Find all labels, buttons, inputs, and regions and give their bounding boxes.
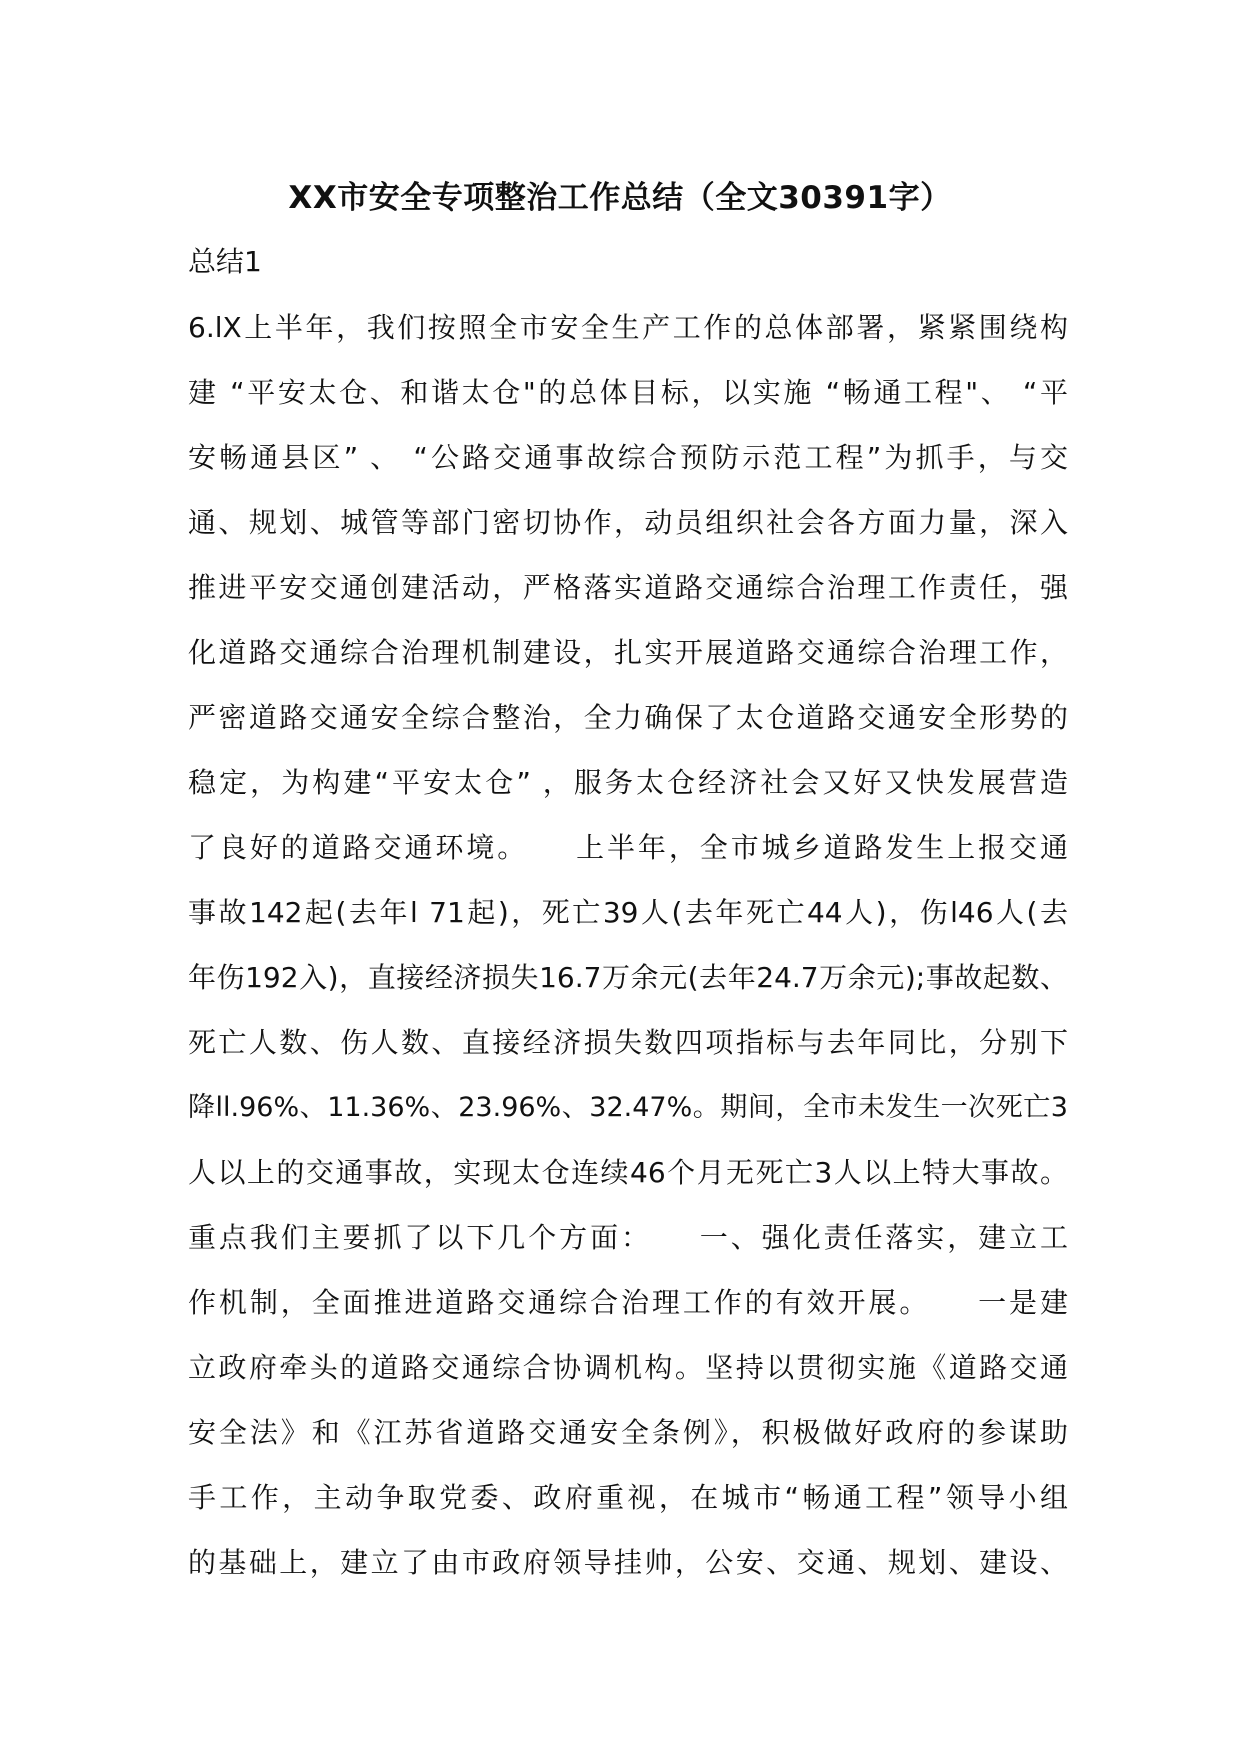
body-line: 立政府牵头的道路交通综合协调机构。坚持以贯彻实施《道路交通 [188,1351,1068,1384]
body-text [188,308,1068,1608]
body-line: 了良好的道路交通环境。 上半年，全市城乡道路发生上报交通 [188,831,1068,864]
body-line: 重点我们主要抓了以下几个方面： 一、强化责任落实，建立工 [188,1221,1068,1254]
body-line: 推进平安交通创建活动，严格落实道路交通综合治理工作责任，强 [188,571,1068,604]
body-line: 建 “平安太仓、和谐太仓"的总体目标，以实施 “畅通工程"、 “平 [188,376,1068,409]
body-line: 安畅通县区” 、 “公路交通事故综合预防示范工程”为抓手，与交 [188,441,1068,474]
body-line: 手工作，主动争取党委、政府重视，在城市“畅通工程”领导小组 [188,1481,1068,1514]
body-line: 通、规划、城管等部门密切协作，动员组织社会各方面力量，深入 [188,506,1068,539]
body-line: 安全法》和《江苏省道路交通安全条例》，积极做好政府的参谋助 [188,1416,1068,1449]
body-line: 死亡人数、伤人数、直接经济损失数四项指标与去年同比，分别下 [188,1026,1068,1059]
body-line: 事故142起(去年l 71起)，死亡39人(去年死亡44人)，伤l46人(去 [188,896,1068,929]
document-title: XX市安全专项整治工作总结（全文30391字） [288,180,952,216]
body-line: 6.lX上半年，我们按照全市安全生产工作的总体部署，紧紧围绕构 [188,311,1068,344]
body-line: 作机制，全面推进道路交通综合治理工作的有效开展。 一是建 [188,1286,1068,1319]
body-line: 化道路交通综合治理机制建设，扎实开展道路交通综合治理工作， [188,636,1068,669]
body-line: 年伤192入)，直接经济损失16.7万余元(去年24.7万余元);事故起数、 [188,961,1068,994]
body-line: 严密道路交通安全综合整治，全力确保了太仓道路交通安全形势的 [188,701,1068,734]
body-line: 的基础上，建立了由市政府领导挂帅，公安、交通、规划、建设、 [188,1546,1068,1579]
section-label: 总结1 [188,245,262,278]
body-line: 稳定，为构建“平安太仓” ，服务太仓经济社会又好又快发展营造 [188,766,1068,799]
body-line: 降ll.96%、11.36%、23.96%、32.47%。期间，全市未发生一次死亡3 [188,1092,1068,1123]
body-line: 人以上的交通事故，实现太仓连续46个月无死亡3人以上特大事故。 [188,1156,1068,1189]
